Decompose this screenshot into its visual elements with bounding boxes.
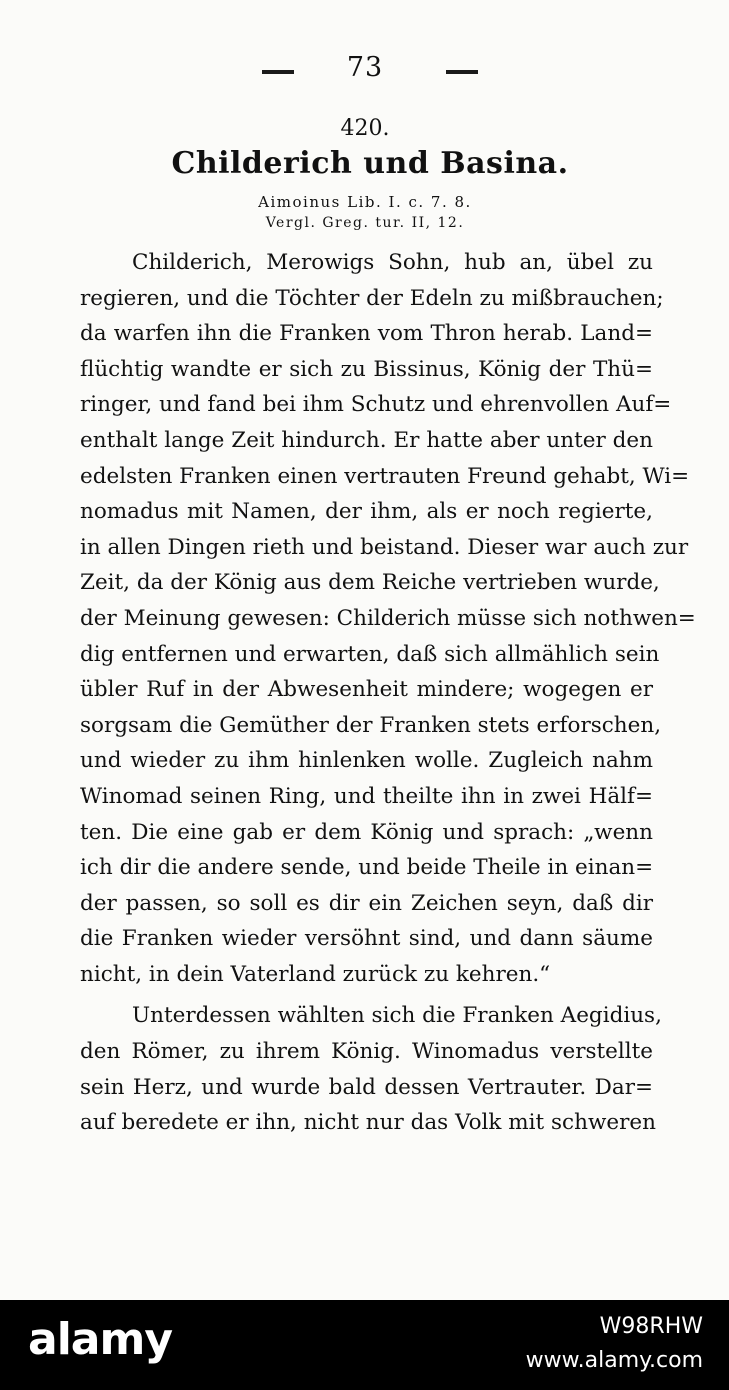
text-line: nomadus mit Namen, der ihm, als er noch regierte, (80, 499, 653, 525)
text-line: enthalt lange Zeit hindurch. Er hatte aber unter den (80, 427, 653, 453)
text-line: auf beredete er ihn, nicht nur das Volk mit schweren (80, 1110, 656, 1136)
header-dash-left (262, 70, 294, 74)
watermark-footer (0, 1300, 729, 1390)
text-line: der Meinung gewesen: Childerich müsse sich nothwen= (80, 605, 696, 631)
text-line: flüchtig wandte er sich zu Bissinus, König der Thü= (80, 356, 653, 382)
alamy-logo: alamy (28, 1314, 172, 1365)
text-line: in allen Dingen rieth und beistand. Dieser war auch zur (80, 534, 689, 560)
text-line: ten. Die eine gab er dem König und sprach: „wenn (80, 819, 653, 845)
text-line: ich dir die andere sende, und beide Theile in einan= (80, 855, 654, 881)
text-line: der passen, so soll es dir ein Zeichen seyn, daß dir (80, 890, 653, 916)
text-line: Unterdessen wählten sich die Franken Aegidius, (132, 1003, 662, 1029)
text-line: Childerich, Merowigs Sohn, hub an, übel zu (132, 250, 653, 275)
text-line: regieren, und die Töchter der Edeln zu mißbrauchen; (80, 285, 664, 311)
page-number: 73 (346, 52, 384, 83)
text-line: übler Ruf in der Abwesenheit mindere; wogegen er (80, 677, 653, 703)
page-header (0, 52, 729, 92)
text-line: dig entfernen und erwarten, daß sich allmählich sein (80, 641, 660, 667)
text-line: sorgsam die Gemüther der Franken stets erforschen, (80, 712, 662, 738)
source-citation-2: Vergl. Greg. tur. II, 12. (265, 215, 465, 231)
text-line: die Franken wieder versöhnt sind, und dann säume (80, 926, 653, 952)
site-url: www.alamy.com (525, 1348, 703, 1373)
text-line: den Römer, zu ihrem König. Winomadus verstellte (80, 1039, 653, 1065)
text-line: nicht, in dein Vaterland zurück zu kehren.“ (80, 961, 551, 987)
story-number: 420. (340, 116, 390, 141)
header-dash-right (446, 70, 478, 74)
text-line: und wieder zu ihm hinlenken wolle. Zugleich nahm (80, 748, 653, 774)
text-line: ringer, und fand bei ihm Schutz und ehrenvollen Auf= (80, 392, 672, 418)
story-title: Childerich und Basina. (171, 146, 569, 181)
text-line: sein Herz, und wurde bald dessen Vertrauter. Dar= (80, 1074, 653, 1100)
image-id: W98RHW (599, 1314, 703, 1339)
text-line: da warfen ihn die Franken vom Thron herab. Land= (80, 321, 653, 347)
source-citation-1: Aimoinus Lib. I. c. 7. 8. (258, 193, 472, 211)
body-text (80, 245, 696, 1141)
text-line: Zeit, da der König aus dem Reiche vertrieben wurde, (80, 570, 660, 596)
text-line: Winomad seinen Ring, und theilte ihn in zwei Hälf= (80, 783, 653, 809)
text-line: edelsten Franken einen vertrauten Freund gehabt, Wi= (80, 463, 690, 489)
